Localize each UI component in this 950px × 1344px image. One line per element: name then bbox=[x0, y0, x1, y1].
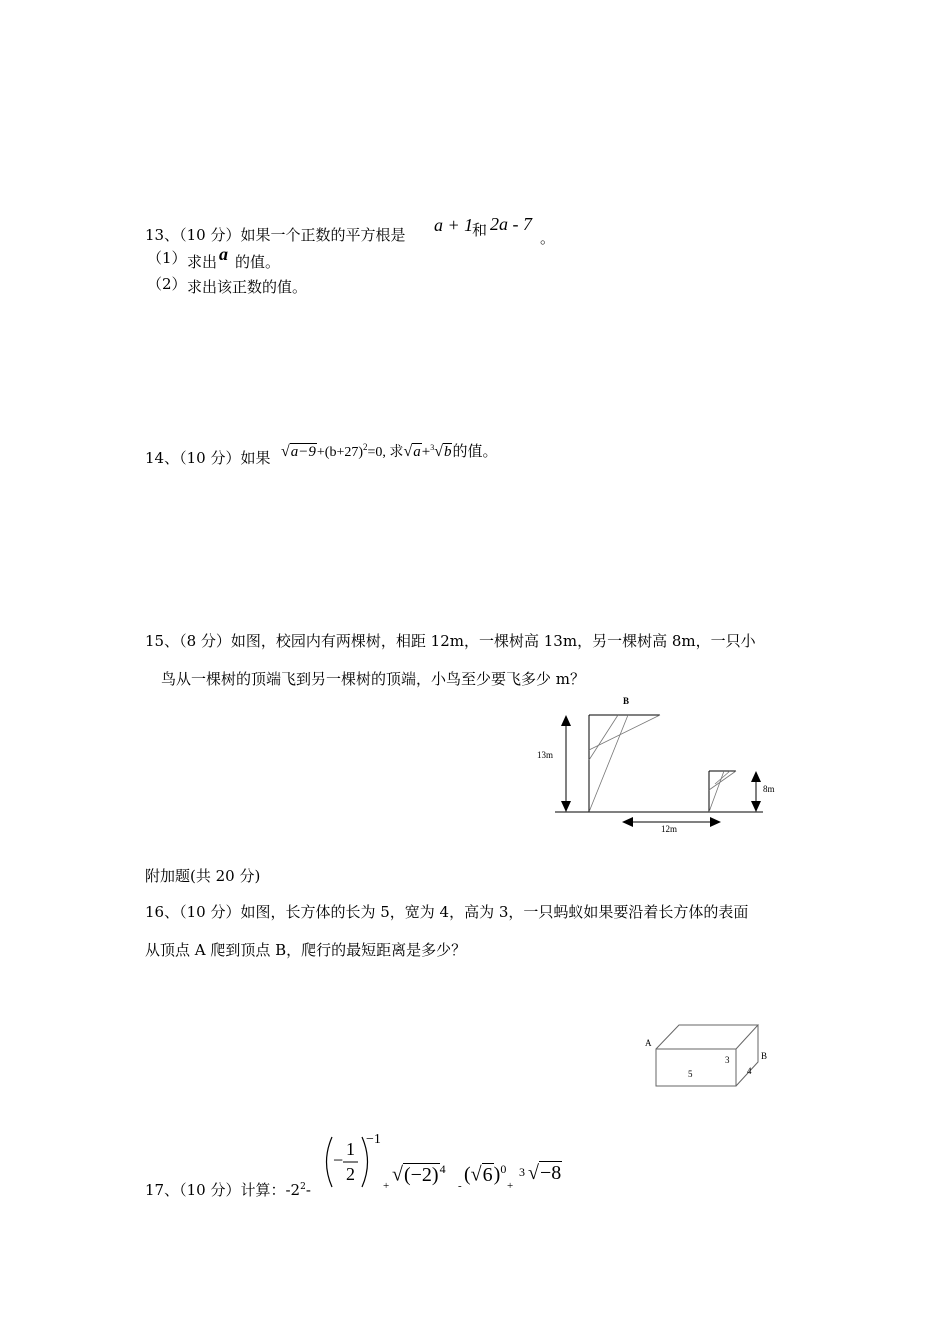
q13-expr2: 2a - 7 bbox=[490, 214, 532, 234]
q16-line-2: 从顶点 A 爬到顶点 B，爬行的最短距离是多少？ bbox=[145, 941, 467, 959]
q13-sub2-number: （2） bbox=[147, 275, 187, 293]
q16-label-a: A bbox=[645, 1038, 652, 1048]
q15-score: （8 分） bbox=[179, 632, 231, 650]
q14-number: 14、 bbox=[145, 449, 180, 467]
q13-sub2-text: 求出该正数的值。 bbox=[187, 278, 308, 296]
q14-radicand-2: a bbox=[413, 444, 421, 460]
q17-radical-1: $√(-2)^4$ bbox=[392, 1162, 446, 1186]
q13-period: 。 bbox=[540, 229, 556, 247]
q16-score: （10 分） bbox=[179, 903, 241, 921]
q17-exponent: 2 bbox=[300, 1182, 306, 1192]
q13-text: 如果一个正数的平方根是 bbox=[240, 226, 406, 244]
q17-fraction-numerator: 1 bbox=[346, 1139, 355, 1159]
q14-radicand-1: a−9 bbox=[290, 444, 316, 460]
q16-label-5: 5 bbox=[688, 1069, 693, 1079]
q16-label-3: 3 bbox=[725, 1055, 730, 1065]
q15-label-b: B bbox=[623, 696, 630, 706]
q17-zero-exponent: 0 bbox=[500, 1162, 507, 1176]
q13-and: 和 bbox=[472, 221, 488, 239]
q17-minus-2: - bbox=[458, 1180, 462, 1192]
q17-radicand-1: (−2) bbox=[403, 1163, 439, 1186]
q17-left-paren bbox=[327, 1137, 333, 1187]
q13-sub1-var: a bbox=[219, 244, 228, 264]
q17-radical-2: $(√6)^0$ bbox=[464, 1162, 507, 1186]
q14-score: （10 分） bbox=[179, 449, 241, 467]
q13-expr1: a + 1 bbox=[434, 215, 474, 235]
q13-sub1-suffix: 的值。 bbox=[235, 253, 281, 271]
q17-plus-1: + bbox=[383, 1180, 390, 1192]
q15-label-13m: 13m bbox=[537, 750, 554, 760]
q15-label-8m: 8m bbox=[763, 784, 775, 794]
q14-suffix: 的值。 bbox=[452, 442, 498, 460]
q14-plus: + bbox=[421, 444, 431, 460]
q14-expression: $√a-9+(b+27)^2=0$, 求√a+$^3$√b的值。 bbox=[281, 442, 498, 460]
q16-label-b: B bbox=[761, 1051, 768, 1061]
q17-radical-3: √−8 bbox=[528, 1162, 562, 1184]
q15-line-2: 鸟从一棵树的顶端飞到另一棵树的顶端，小鸟至少要飞多少 m？ bbox=[161, 670, 585, 688]
q14-cube-index: 3 bbox=[430, 443, 435, 452]
q14-radicand-3: b bbox=[443, 444, 452, 460]
q17-text: 计算：-2 bbox=[240, 1181, 301, 1199]
q15-text-1: 如图，校园内有两棵树，相距 12m，一棵树高 13m，另一棵树高 8m，一只小 bbox=[230, 632, 756, 650]
q15-label-12m: 12m bbox=[661, 824, 678, 834]
q17-cube-index: 3 bbox=[519, 1165, 525, 1179]
q14-exponent: 2 bbox=[363, 442, 368, 452]
q13-score: （10 分） bbox=[179, 226, 241, 244]
q14-equals: =0, 求 bbox=[367, 445, 404, 460]
q16-number: 16、 bbox=[145, 903, 180, 921]
q17-score: （10 分） bbox=[179, 1181, 241, 1199]
q17-minus: - bbox=[305, 1181, 311, 1199]
q17-outer-exponent: −1 bbox=[366, 1132, 381, 1147]
q14-text: 如果 bbox=[240, 449, 271, 467]
q17-radicand-1-exponent: 4 bbox=[439, 1162, 446, 1176]
q17-radicand-3: −8 bbox=[539, 1162, 562, 1184]
q13-sub1-number: （1） bbox=[147, 249, 187, 267]
q16-label-4: 4 bbox=[747, 1066, 752, 1076]
q13-number: 13、 bbox=[145, 226, 180, 244]
bonus-heading: 附加题(共 20 分) bbox=[145, 867, 261, 885]
q17-number: 17、 bbox=[145, 1181, 180, 1199]
q17-plus-2: + bbox=[507, 1180, 514, 1192]
q16-text-1: 如图，长方体的长为 5，宽为 4，高为 3，一只蚂蚁如果要沿着长方体的表面 bbox=[240, 903, 749, 921]
q13-sub1-prefix: 求出 bbox=[187, 253, 218, 271]
q17-fraction-minus: − bbox=[333, 1150, 344, 1170]
q17-fraction-denominator: 2 bbox=[346, 1164, 355, 1184]
q14-mid: +(b+27) bbox=[316, 445, 364, 460]
q17-radicand-2: 6 bbox=[482, 1163, 493, 1186]
q15-number: 15、 bbox=[145, 632, 180, 650]
